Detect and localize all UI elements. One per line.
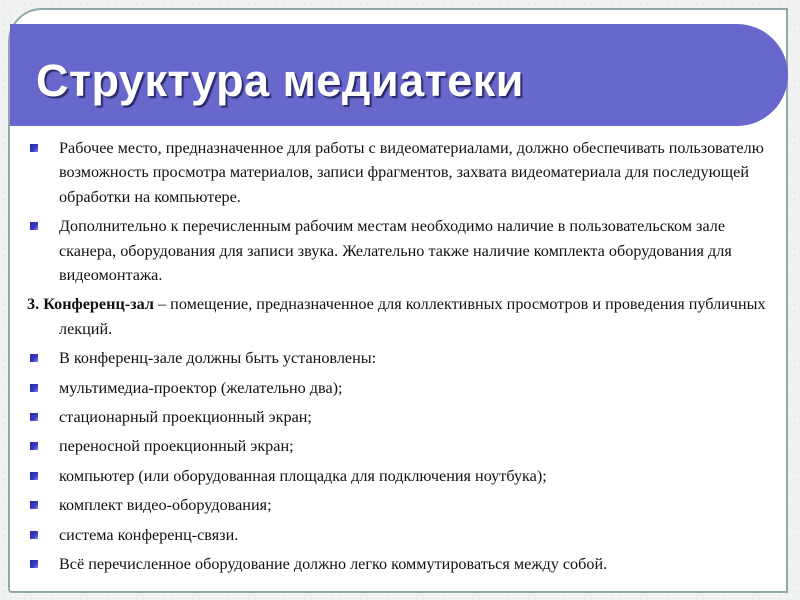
list-item — [27, 214, 777, 287]
list-item — [27, 346, 777, 370]
bullet-icon — [30, 354, 38, 362]
list-item-text: система конференц-связи. — [59, 525, 239, 544]
slide-content — [27, 136, 777, 582]
list-item — [27, 376, 777, 400]
list-item-text: В конференц-зале должны быть установлены: — [59, 349, 377, 368]
list-item-text: Всё перечисленное оборудование должно легко коммутироваться между собой. — [59, 555, 608, 574]
bullet-icon — [30, 144, 38, 152]
list-item — [27, 552, 777, 576]
list-item-text: Дополнительно к перечисленным рабочим местам необходимо наличие в пользовательском зале сканера, оборудования для записи звука. Желательно также наличие комплекта оборудования для видеомонтажа. — [59, 217, 732, 285]
list-item — [27, 523, 777, 547]
list-item — [27, 434, 777, 458]
list-item-text: компьютер (или оборудованная площадка для подключения ноутбука); — [59, 466, 547, 485]
bullet-icon — [30, 413, 38, 421]
list-item-conference-hall — [27, 292, 777, 341]
bullet-icon — [30, 222, 38, 230]
list-item — [27, 405, 777, 429]
list-item-text: стационарный проекционный экран; — [59, 408, 312, 427]
bullet-icon — [30, 501, 38, 509]
bullet-icon — [30, 472, 38, 480]
list-item-bold-text: 3. Конференц-зал — [27, 295, 154, 314]
slide-title: Структура медиатеки — [36, 55, 524, 106]
bullet-icon — [30, 384, 38, 392]
list-item — [27, 464, 777, 488]
title-bar — [10, 24, 788, 126]
list-item-text: мультимедиа-проектор (желательно два); — [59, 378, 343, 397]
bullet-icon — [30, 531, 38, 539]
bullet-icon — [30, 442, 38, 450]
list-item-text: переносной проекционный экран; — [59, 437, 294, 456]
list-item — [27, 493, 777, 517]
list-item-text: Рабочее место, предназначенное для работы с видеоматериалами, должно обеспечивать пользователю возможность просмотра материалов, записи фрагментов, захвата видеоматериала для последующей обработки на компьютере. — [59, 139, 764, 206]
list-item — [27, 136, 777, 209]
bullet-icon — [30, 560, 38, 568]
list-item-text: – помещение, предназначенное для коллективных просмотров и проведения публичных лекций. — [59, 295, 766, 338]
list-item-text: комплект видео-оборудования; — [59, 496, 272, 515]
